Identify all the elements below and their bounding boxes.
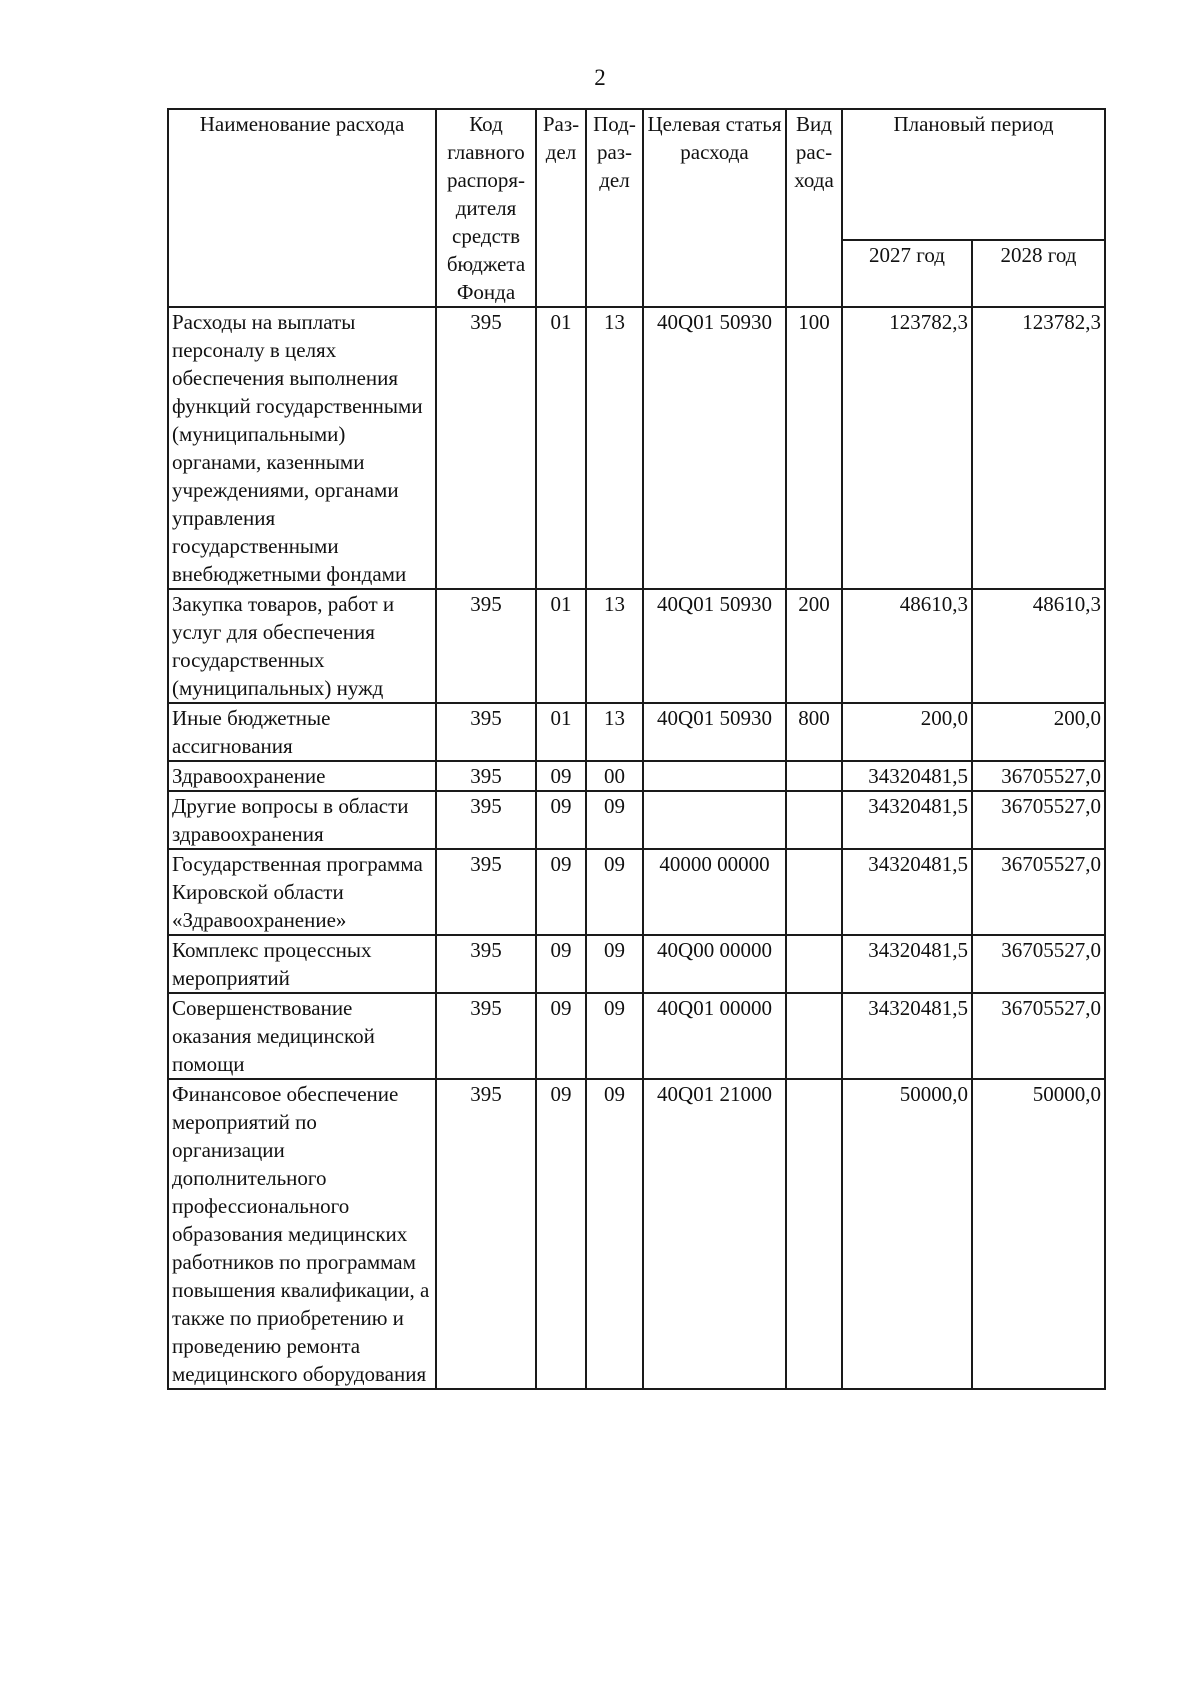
cell-target: 40Q01 50930 (643, 307, 786, 589)
cell-target (643, 791, 786, 849)
cell-type (786, 761, 842, 791)
cell-subsection: 13 (586, 307, 643, 589)
cell-2028: 36705527,0 (972, 761, 1105, 791)
cell-code: 395 (436, 307, 536, 589)
cell-2027: 48610,3 (842, 589, 972, 703)
cell-code: 395 (436, 791, 536, 849)
cell-name: Совершенствование оказания медицинской помощи (168, 993, 436, 1079)
table-body (168, 307, 1105, 1389)
cell-section: 09 (536, 761, 586, 791)
cell-2028: 200,0 (972, 703, 1105, 761)
cell-type (786, 993, 842, 1079)
header-planned-period: Плановый период (842, 109, 1105, 240)
cell-code: 395 (436, 761, 536, 791)
cell-subsection: 09 (586, 791, 643, 849)
cell-target: 40Q01 21000 (643, 1079, 786, 1389)
cell-target: 40Q01 00000 (643, 993, 786, 1079)
cell-section: 09 (536, 1079, 586, 1389)
cell-type (786, 1079, 842, 1389)
cell-code: 395 (436, 703, 536, 761)
cell-code: 395 (436, 935, 536, 993)
header-target: Целевая статья расхода (643, 109, 786, 307)
table-row (168, 589, 1105, 703)
header-subsection: Под-раз-дел (586, 109, 643, 307)
cell-2028: 36705527,0 (972, 993, 1105, 1079)
cell-2027: 34320481,5 (842, 761, 972, 791)
table-row (168, 1079, 1105, 1389)
cell-section: 01 (536, 703, 586, 761)
table-header (168, 109, 1105, 307)
cell-section: 09 (536, 791, 586, 849)
cell-name: Здравоохранение (168, 761, 436, 791)
cell-name: Закупка товаров, работ и услуг для обеспечения государственных (муниципальных) нужд (168, 589, 436, 703)
cell-type (786, 791, 842, 849)
cell-type: 200 (786, 589, 842, 703)
cell-subsection: 00 (586, 761, 643, 791)
table-row (168, 993, 1105, 1079)
cell-2028: 36705527,0 (972, 849, 1105, 935)
cell-name: Государственная программа Кировской области «Здравоохранение» (168, 849, 436, 935)
cell-target: 40Q01 50930 (643, 703, 786, 761)
header-year-2027: 2027 год (842, 240, 972, 308)
cell-name: Другие вопросы в области здравоохранения (168, 791, 436, 849)
cell-name: Финансовое обеспечение мероприятий по организации дополнительного профессионального образования медицинских работников по программам повышения квалификации, а также по приобретению и проведению ремонта медицинского оборудования (168, 1079, 436, 1389)
cell-2027: 34320481,5 (842, 993, 972, 1079)
cell-target: 40Q01 50930 (643, 589, 786, 703)
cell-2027: 50000,0 (842, 1079, 972, 1389)
cell-target: 40Q00 00000 (643, 935, 786, 993)
cell-type: 100 (786, 307, 842, 589)
cell-section: 09 (536, 935, 586, 993)
cell-section: 09 (536, 849, 586, 935)
cell-name: Комплекс процессных мероприятий (168, 935, 436, 993)
cell-section: 01 (536, 589, 586, 703)
cell-section: 01 (536, 307, 586, 589)
cell-2027: 200,0 (842, 703, 972, 761)
expense-table (167, 108, 1106, 1390)
cell-target (643, 761, 786, 791)
header-year-2028: 2028 год (972, 240, 1105, 308)
cell-section: 09 (536, 993, 586, 1079)
cell-subsection: 09 (586, 935, 643, 993)
cell-code: 395 (436, 589, 536, 703)
table-row (168, 703, 1105, 761)
cell-target: 40000 00000 (643, 849, 786, 935)
header-type: Вид рас-хода (786, 109, 842, 307)
cell-code: 395 (436, 849, 536, 935)
cell-name: Иные бюджетные ассигнования (168, 703, 436, 761)
header-section: Раз-дел (536, 109, 586, 307)
cell-type: 800 (786, 703, 842, 761)
header-code: Код главного распоря-дителя средств бюджета Фонда (436, 109, 536, 307)
cell-code: 395 (436, 1079, 536, 1389)
table-row (168, 307, 1105, 589)
cell-subsection: 13 (586, 589, 643, 703)
table-row (168, 791, 1105, 849)
header-name: Наименование расхода (168, 109, 436, 307)
table-row (168, 849, 1105, 935)
cell-subsection: 13 (586, 703, 643, 761)
cell-2028: 50000,0 (972, 1079, 1105, 1389)
cell-2028: 123782,3 (972, 307, 1105, 589)
table-row (168, 761, 1105, 791)
cell-2028: 48610,3 (972, 589, 1105, 703)
cell-type (786, 849, 842, 935)
cell-subsection: 09 (586, 1079, 643, 1389)
cell-2027: 123782,3 (842, 307, 972, 589)
cell-subsection: 09 (586, 849, 643, 935)
cell-2028: 36705527,0 (972, 935, 1105, 993)
cell-2027: 34320481,5 (842, 935, 972, 993)
cell-2028: 36705527,0 (972, 791, 1105, 849)
table-row (168, 935, 1105, 993)
page-number: 2 (594, 65, 606, 90)
cell-2027: 34320481,5 (842, 791, 972, 849)
cell-code: 395 (436, 993, 536, 1079)
cell-2027: 34320481,5 (842, 849, 972, 935)
cell-type (786, 935, 842, 993)
cell-subsection: 09 (586, 993, 643, 1079)
cell-name: Расходы на выплаты персоналу в целях обеспечения выполнения функций государственными (муниципальными) органами, казенными учреждениями, органами управления государственными внебюджетными фондами (168, 307, 436, 589)
